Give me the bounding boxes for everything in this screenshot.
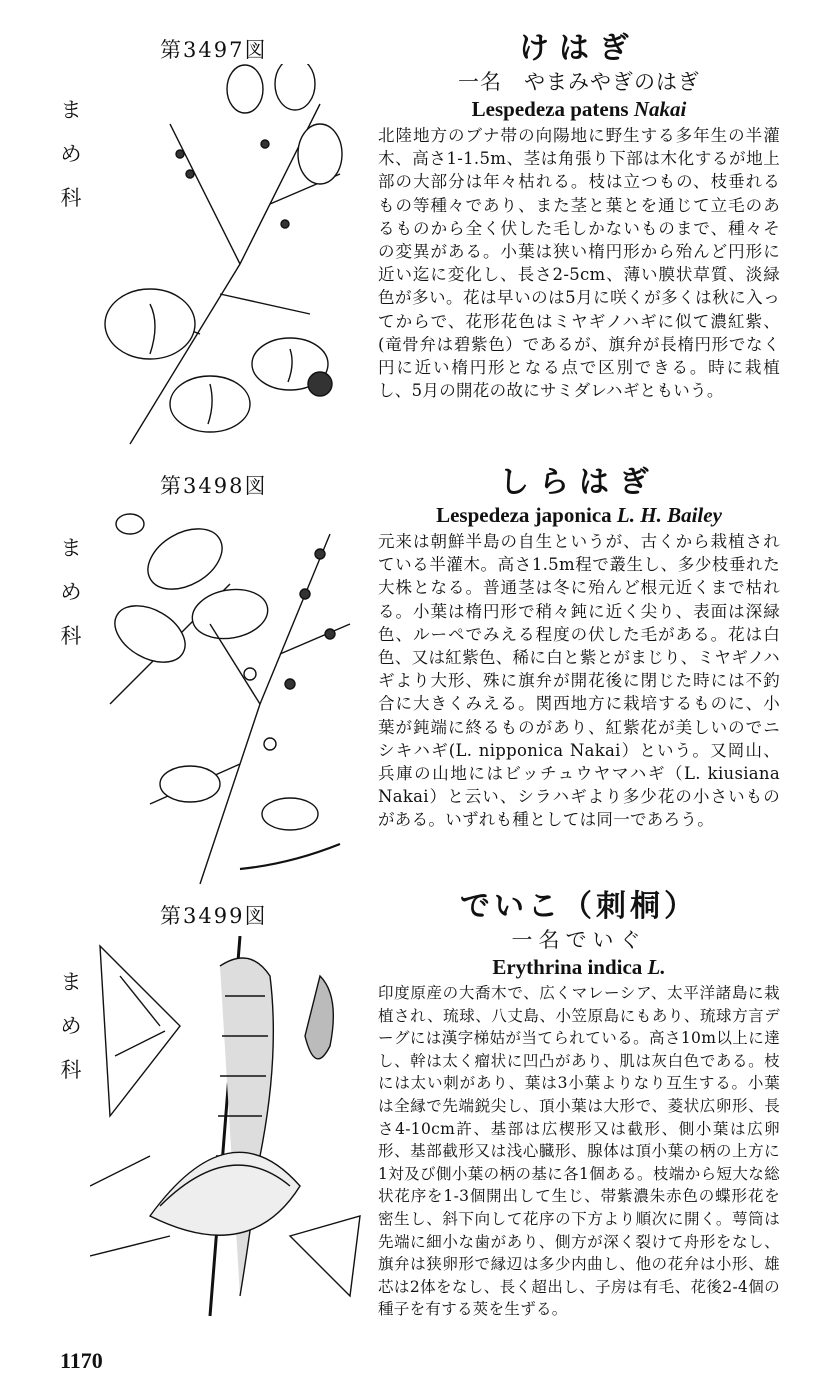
plant-illustration-lespedeza-patens bbox=[90, 64, 370, 454]
figure-label: 第3497図 bbox=[160, 38, 268, 62]
description: 印度原産の大喬木で、広くマレーシア、太平洋諸島に栽植され、琉球、八丈島、小笠原島にもあり、琉球方言デーグには漢字梯姑が当てられている。高さ10m以上に達し、幹は太く瘤状に凹凸があり、肌は灰白色である。枝には太い刺があり、葉は3小葉よりなり互生する。小葉は全縁で先端鋭尖し、頂小葉は大形で、菱状広卵形、長さ4-10cm許、基部は広楔形又は截形、側小葉は広卵形、基部截形又は浅心臓形、腺体は頂小葉の柄の上方に1対及び側小葉の柄の基に各1個ある。枝端から短大な総状花序を1-3個開出して生じ、帯紫濃朱赤色の蝶形花を密生し、斜下向して花序の下方より順次に開く。萼筒は先端に細小な歯があり、側方が深く裂けて舟形をなし、旗弁は狭卵形で縁辺は多少内曲し、他の花弁は小形、雄芯は2体をなし、長く超出し、子房は有毛、花後2-4個の種子を有する莢を生ずる。 bbox=[378, 984, 780, 1319]
japanese-name: けはぎ bbox=[519, 31, 639, 66]
family-label: ま め 科 bbox=[60, 970, 82, 1082]
description: 北陸地方のブナ帯の向陽地に野生する多年生の半灌木、高さ1-1.5m、茎は角張り下部は木化するが地上部の大部分は年々枯れる。枝は立つもの、枝垂れるもの等種々であり、また茎と葉とを通じて立毛のあるものから全く伏した毛しかないものまで、種々その変異がある。小葉は狭い楕円形から殆んど円形に近い迄に変化し、長さ2-5cm、薄い膜状草質、淡緑色が多い。花は早いのは5月に咲くが多くは秋に入ってからで、花形花色はミヤギノハギに似て濃紅紫、(竜骨弁は碧紫色）であるが、旗弁が長楕円形でなく円に近い楕円形となる点で区別できる。時に栽植し、5月の開花の故にサミダレハギともいう。 bbox=[378, 126, 780, 401]
description: 元来は朝鮮半島の自生というが、古くから栽植されている半灌木。高さ1.5m程で叢生し、多少枝垂れた大株となる。普通茎は冬に殆んど根元近くまで枯れる。小葉は楕円形で稍々鈍に近く尖り、表面は深緑色、ルーペでみえる程度の伏した毛がある。花は白色、又は紅紫色、稀に白と紫とがまじり、ミヤギノハギより大形、殊に旗弁が開花後に閉じた時には不釣合に大きくみえる。関西地方に栽培するものに、小葉が鈍端に終るものがあり、紅紫花が美しいのでニシキハギ(L. nipponica Nakai）という。又岡山、兵庫の山地にはビッチュウヤマハギ（L. kiusiana Nakai）と云い、シラハギより多少花の小さいものがある。いずれも種としては同一であろう。 bbox=[378, 532, 780, 830]
japanese-name: しらはぎ bbox=[499, 465, 659, 500]
japanese-name: でいこ（刺桐） bbox=[460, 889, 698, 924]
page-number: 1170 bbox=[60, 1348, 103, 1373]
plant-illustration-lespedeza-japonica bbox=[90, 504, 370, 889]
family-label: ま め 科 bbox=[60, 536, 82, 648]
entry-3497 bbox=[0, 0, 840, 460]
scientific-name: Lespedeza japonica L. H. Bailey bbox=[436, 503, 722, 527]
alternate-name: 一名 やまみやぎのはぎ bbox=[458, 70, 700, 94]
entry-3499 bbox=[0, 880, 840, 1340]
text-column bbox=[378, 30, 780, 402]
alternate-name: 一名でいぐ bbox=[511, 928, 647, 952]
plant-illustration-erythrina-indica bbox=[90, 936, 370, 1318]
text-column bbox=[378, 888, 780, 1321]
figure-label: 第3499図 bbox=[160, 904, 268, 928]
entry-3498 bbox=[0, 460, 840, 880]
figure-label: 第3498図 bbox=[160, 474, 268, 498]
family-label: ま め 科 bbox=[60, 98, 82, 210]
scientific-name: Lespedeza patens Nakai bbox=[471, 97, 687, 121]
text-column bbox=[378, 464, 780, 832]
scientific-name: Erythrina indica L. bbox=[492, 955, 666, 979]
